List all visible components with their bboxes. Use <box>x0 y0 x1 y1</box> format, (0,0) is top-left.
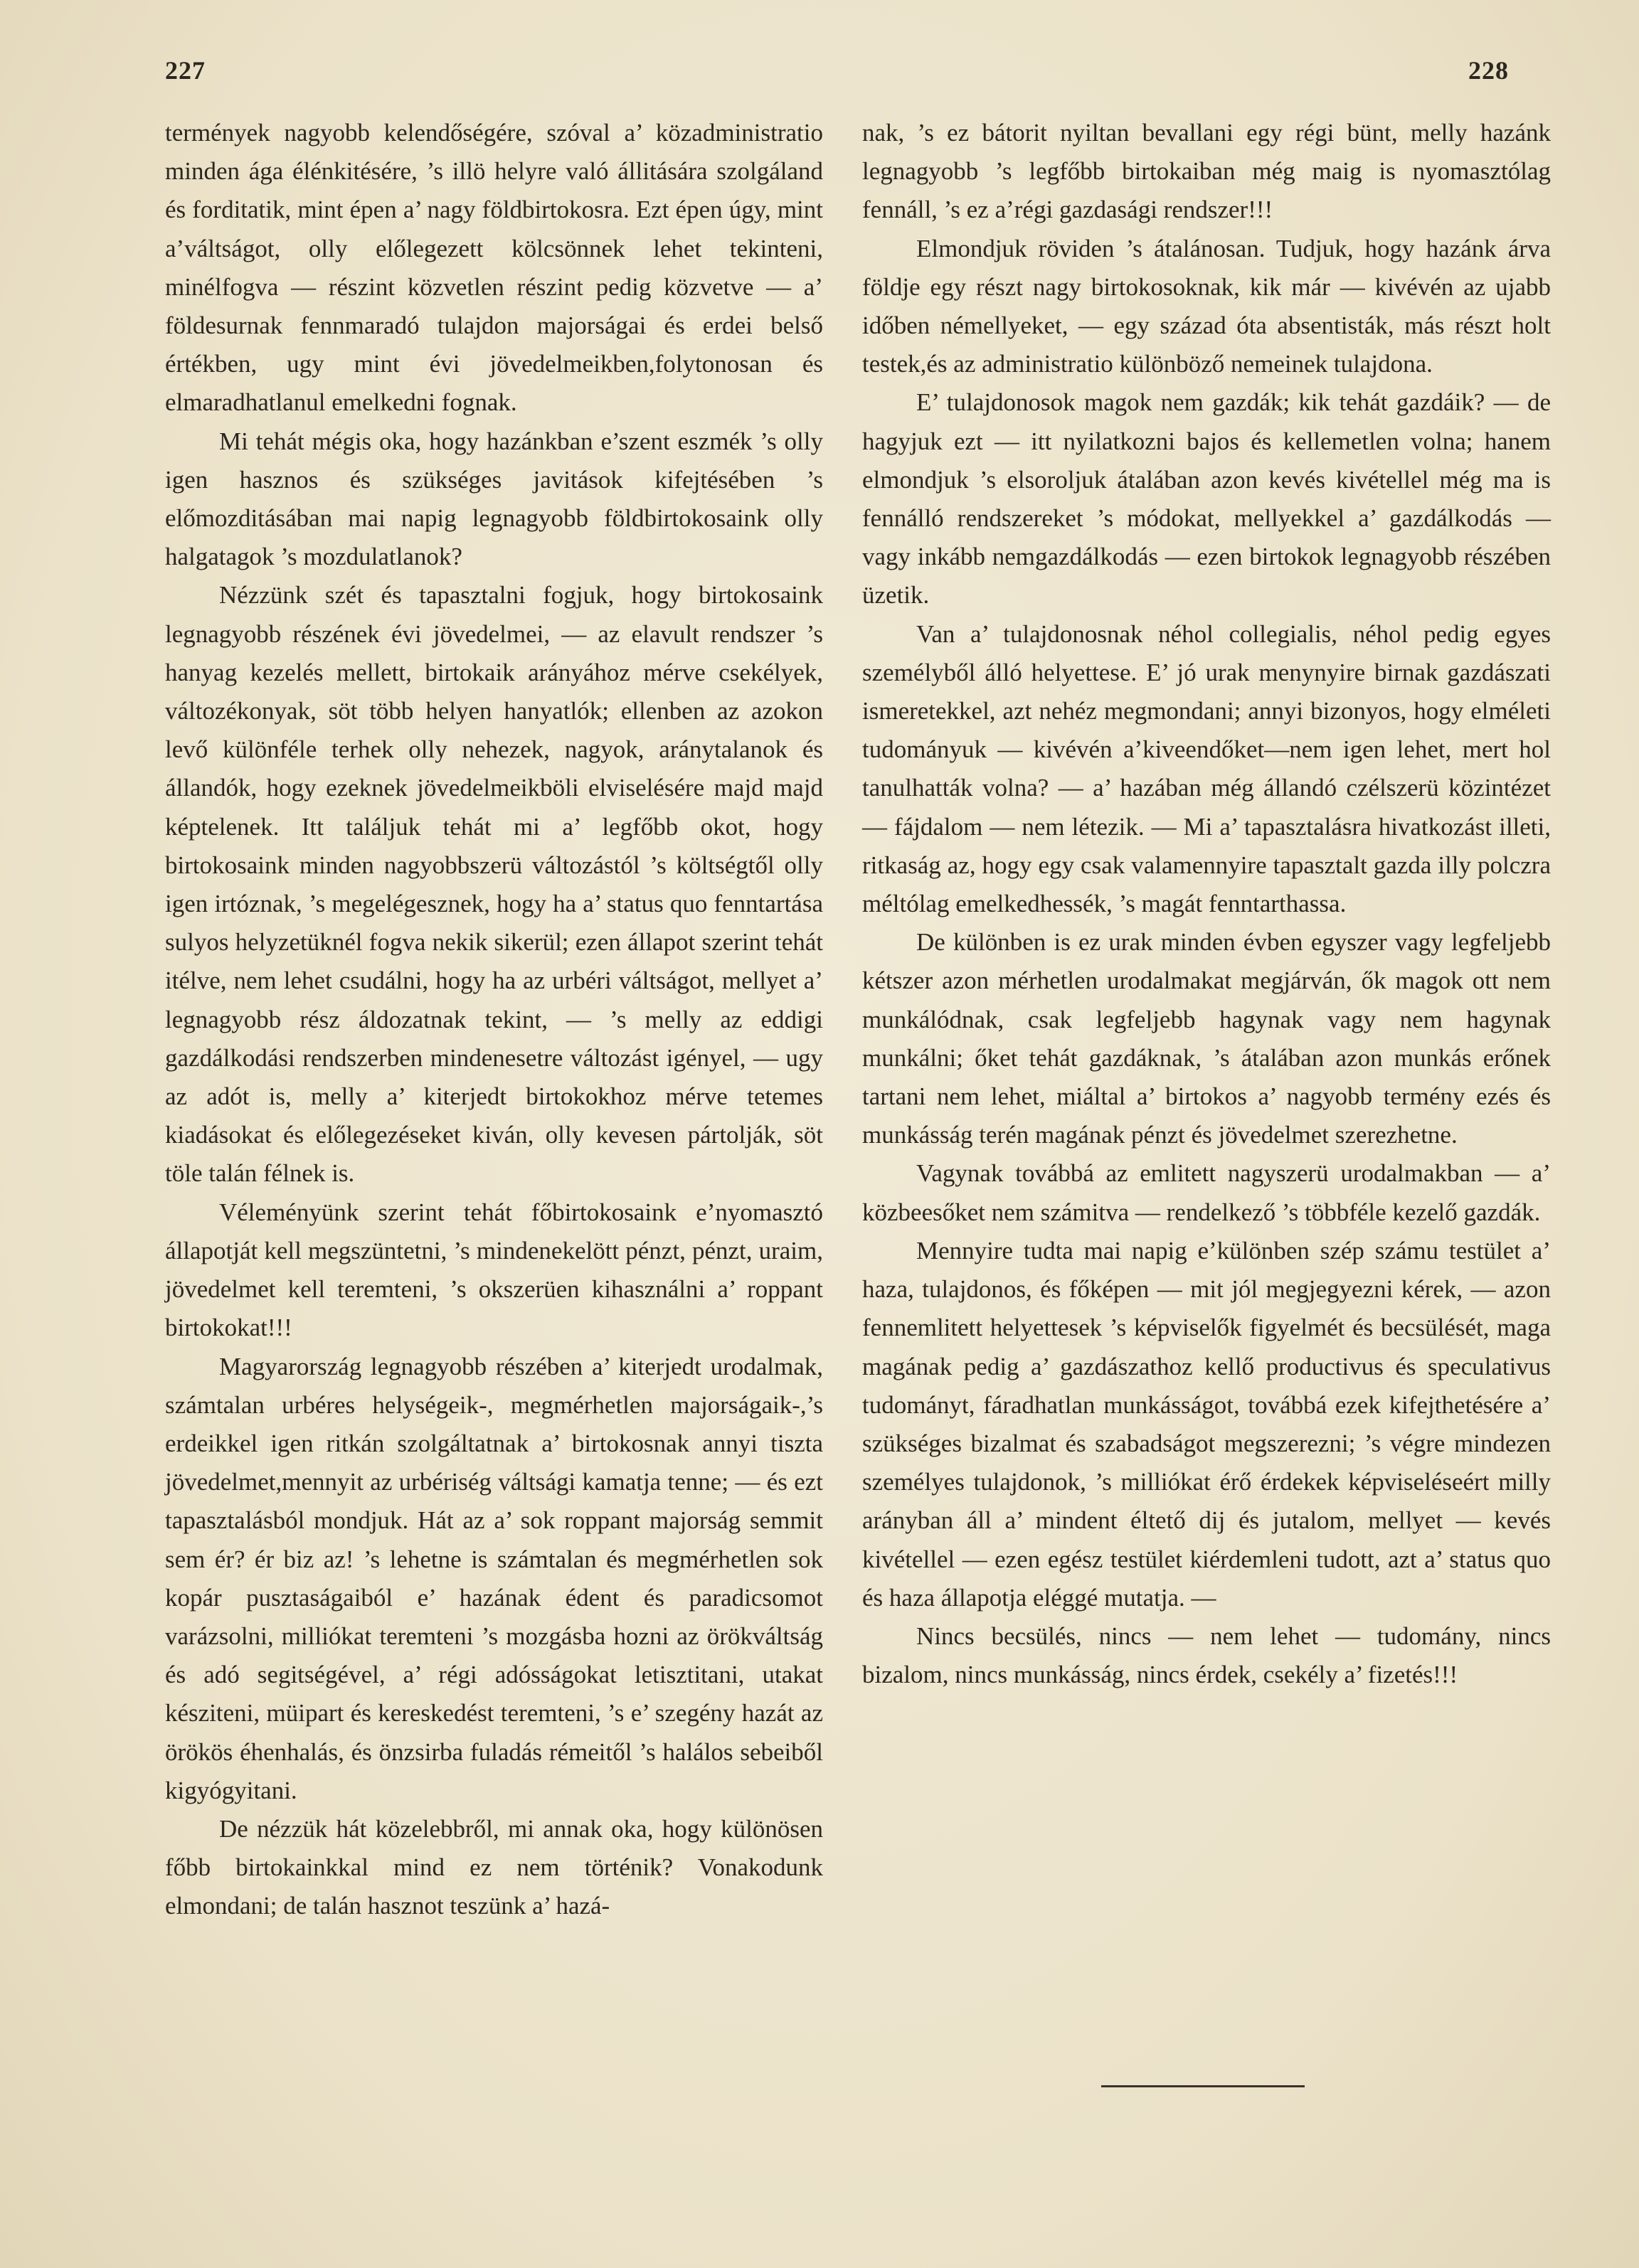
left-page-number: 227 <box>165 56 206 85</box>
left-text-column <box>165 114 823 1926</box>
paragraph: nak, ’s ez bátorit nyiltan bevallani egy régi bünt, melly hazánk legnagyobb ’s legfőbb birtokaiban még maig is nyomasztólag fennáll, ’s ez a’régi gazdasági rendszer!!! <box>862 119 1551 224</box>
paragraph: Van a’ tulajdonosnak néhol collegialis, néhol pedig egyes személyből álló helyettese. E’ jó urak menynyire birnak gazdászati ismeretekkel, azt nehéz megmondani; annyi bizonyos, hogy elméleti tudományuk — kivévén a’kiveendőket—nem igen lehet, mert hol tanulhatták volna? — a’ hazában még állandó czélszerü közintézet — fájdalom — nem létezik. — Mi a’ tapasztalásra hivatkozást illeti, ritkaság az, hogy egy csak valamennyire tapasztalt gazda illy polczra méltólag emelkedhessék, ’s magát fenntarthassa. <box>862 619 1551 918</box>
paragraph: Nincs becsülés, nincs — nem lehet — tudomány, nincs bizalom, nincs munkásság, nincs érdek, csekély a’ fizetés!!! <box>862 1622 1551 1689</box>
right-page-number: 228 <box>1468 56 1509 85</box>
paragraph: De nézzük hát közelebbről, mi annak oka, hogy különösen főbb birtokainkkal mind ez nem történik? Vonakodunk elmondani; de talán hasznot teszünk a’ hazá- <box>165 1814 823 1920</box>
paragraph: Mi tehát mégis oka, hogy hazánkban e’szent eszmék ’s olly igen hasznos és szükséges javitások kifejtésében ’s előmozditásában mai napig legnagyobb földbirtokosaink olly halgatagok ’s mozdulatlanok? <box>165 427 823 571</box>
paragraph: E’ tulajdonosok magok nem gazdák; kik tehát gazdáik? — de hagyjuk ezt — itt nyilatkozni bajos és kellemetlen volna; hanem elmondjuk ’s elsoroljuk átalában azon kevés kivétellel még ma is fennálló rendszereket ’s módokat, mellyekkel a’ gazdálkodás — vagy inkább nemgazdálkodás — ezen birtokok legnagyobb részében üzetik. <box>862 388 1551 609</box>
paragraph: Elmondjuk röviden ’s átalánosan. Tudjuk, hogy hazánk árva földje egy részt nagy birtokosoknak, kik már — kivévén az ujabb időben némellyeket, — egy század óta absentisták, más részt holt testek,és az administratio különböző nemeinek tulajdona. <box>862 234 1551 378</box>
paragraph: Magyarország legnagyobb részében a’ kiterjedt urodalmak, számtalan urbéres helységeik-, megmérhetlen majorságaik-,’s erdeikkel igen ritkán szolgáltatnak a’ birtokosnak annyi tiszta jövedelmet,mennyit az urbériség váltsági kamatja tenne; — és ezt tapasztalásból mondjuk. Hát az a’ sok roppant majorság semmit sem ér? ér biz az! ’s lehetne is számtalan és megmérhetlen sok kopár pusztaságaiból e’ hazának édent és paradicsomot varázsolni, milliókat teremteni ’s mozgásba hozni az örökváltság és adó segitségével, a’ régi adósságokat letisztitani, utakat késziteni, müipart és kereskedést teremteni, ’s e’ szegény hazát az örökös éhenhalás, és önzsirba fuladás rémeitől ’s halálos sebeiből kigyógyitani. <box>165 1352 823 1804</box>
paragraph: Nézzünk szét és tapasztalni fogjuk, hogy birtokosaink legnagyobb részének évi jövedelmei, — az elavult rendszer ’s hanyag kezelés mellett, birtokaik arányához mérve csekélyek, változékonyak, söt több helyen hanyatlók; ellenben az azokon levő különféle terhek olly nehezek, nagyok, aránytalanok és állandók, hogy ezeknek jövedelmeikböli elviselésére majd majd képtelenek. Itt találjuk tehát mi a’ legfőbb okot, hogy birtokosaink minden nagyobbszerü változástól ’s költségtől olly igen irtóznak, ’s megelégesznek, hogy ha a’ status quo fenntartása sulyos helyzetüknél fogva nekik sikerül; ezen állapot szerint tehát itélve, nem lehet csudálni, hogy ha az urbéri váltságot, mellyet a’ legnagyobb rész áldozatnak tekint, — ’s melly az eddigi gazdálkodási rendszerben mindenesetre változást igényel, — ugy az adót is, melly a’ kiterjedt birtokokhoz mérve tetemes kiadásokat és előlegezéseket kiván, olly kevesen pártolják, söt töle talán félnek is. <box>165 581 823 1188</box>
paragraph: termények nagyobb kelendőségére, szóval a’ közadministratio minden ága élénkitésére, ’s illö helyre való állitására szolgáland és forditatik, mint épen a’ nagy földbirtokosra. Ezt épen úgy, mint a’váltságot, olly előlegezett kölcsönnek lehet tekinteni, minélfogva — részint közvetlen részint pedig közvetve — a’ földesurnak fennmaradó tulajdon majorságai és erdei belső értékben, ugy mint évi jövedelmeikben,folytonosan és elmaradhatlanul emelkedni fognak. <box>165 119 823 417</box>
paragraph: Véleményünk szerint tehát főbirtokosaink e’nyomasztó állapotját kell megszüntetni, ’s mindenekelött pénzt, pénzt, uraim, jövedelmet kell teremteni, ’s okszerüen kihasználni a’ roppant birtokokat!!! <box>165 1198 823 1342</box>
paragraph: Vagynak továbbá az emlitett nagyszerü urodalmakban — a’ közbeesőket nem számitva — rendelkező ’s többféle kezelő gazdák. <box>862 1159 1551 1226</box>
right-text-column <box>862 114 1551 1694</box>
paragraph: Mennyire tudta mai napig e’különben szép számu testület a’ haza, tulajdonos, és főképen — mit jól megjegyezni kérek, — azon fennemlitett helyettesek ’s képviselők figyelmét és becsülését, maga magának pedig a’ gazdászathoz kellő productivus és speculativus tudományt, fáradhatlan munkásságot, továbbá ezek kifejthetésére a’ szükséges bizalmat és szabadságot megszerezni; ’s végre mindezen személyes tulajdonok, ’s milliókat érő érdekek képviseléseért milly arányban áll a’ mindent éltető dij és jutalom, mellyet — kevés kivétellel — ezen egész testület kiérdemleni tudott, azt a’ status quo és haza állapotja eléggé mutatja. — <box>862 1236 1551 1612</box>
paragraph: De különben is ez urak minden évben egyszer vagy legfeljebb kétszer azon mérhetlen urodalmakat megjárván, ők magok ott nem munkálódnak, csak legfeljebb hagynak vagy nem hagynak munkálni; őket tehát gazdáknak, ’s átalában azon munkás erőnek tartani nem lehet, miáltal a’ birtokos a’ nagyobb termény ezés és munkásság terén magának pénzt és jövedelmet szerezhetne. <box>862 928 1551 1149</box>
section-end-rule <box>1101 2085 1305 2087</box>
